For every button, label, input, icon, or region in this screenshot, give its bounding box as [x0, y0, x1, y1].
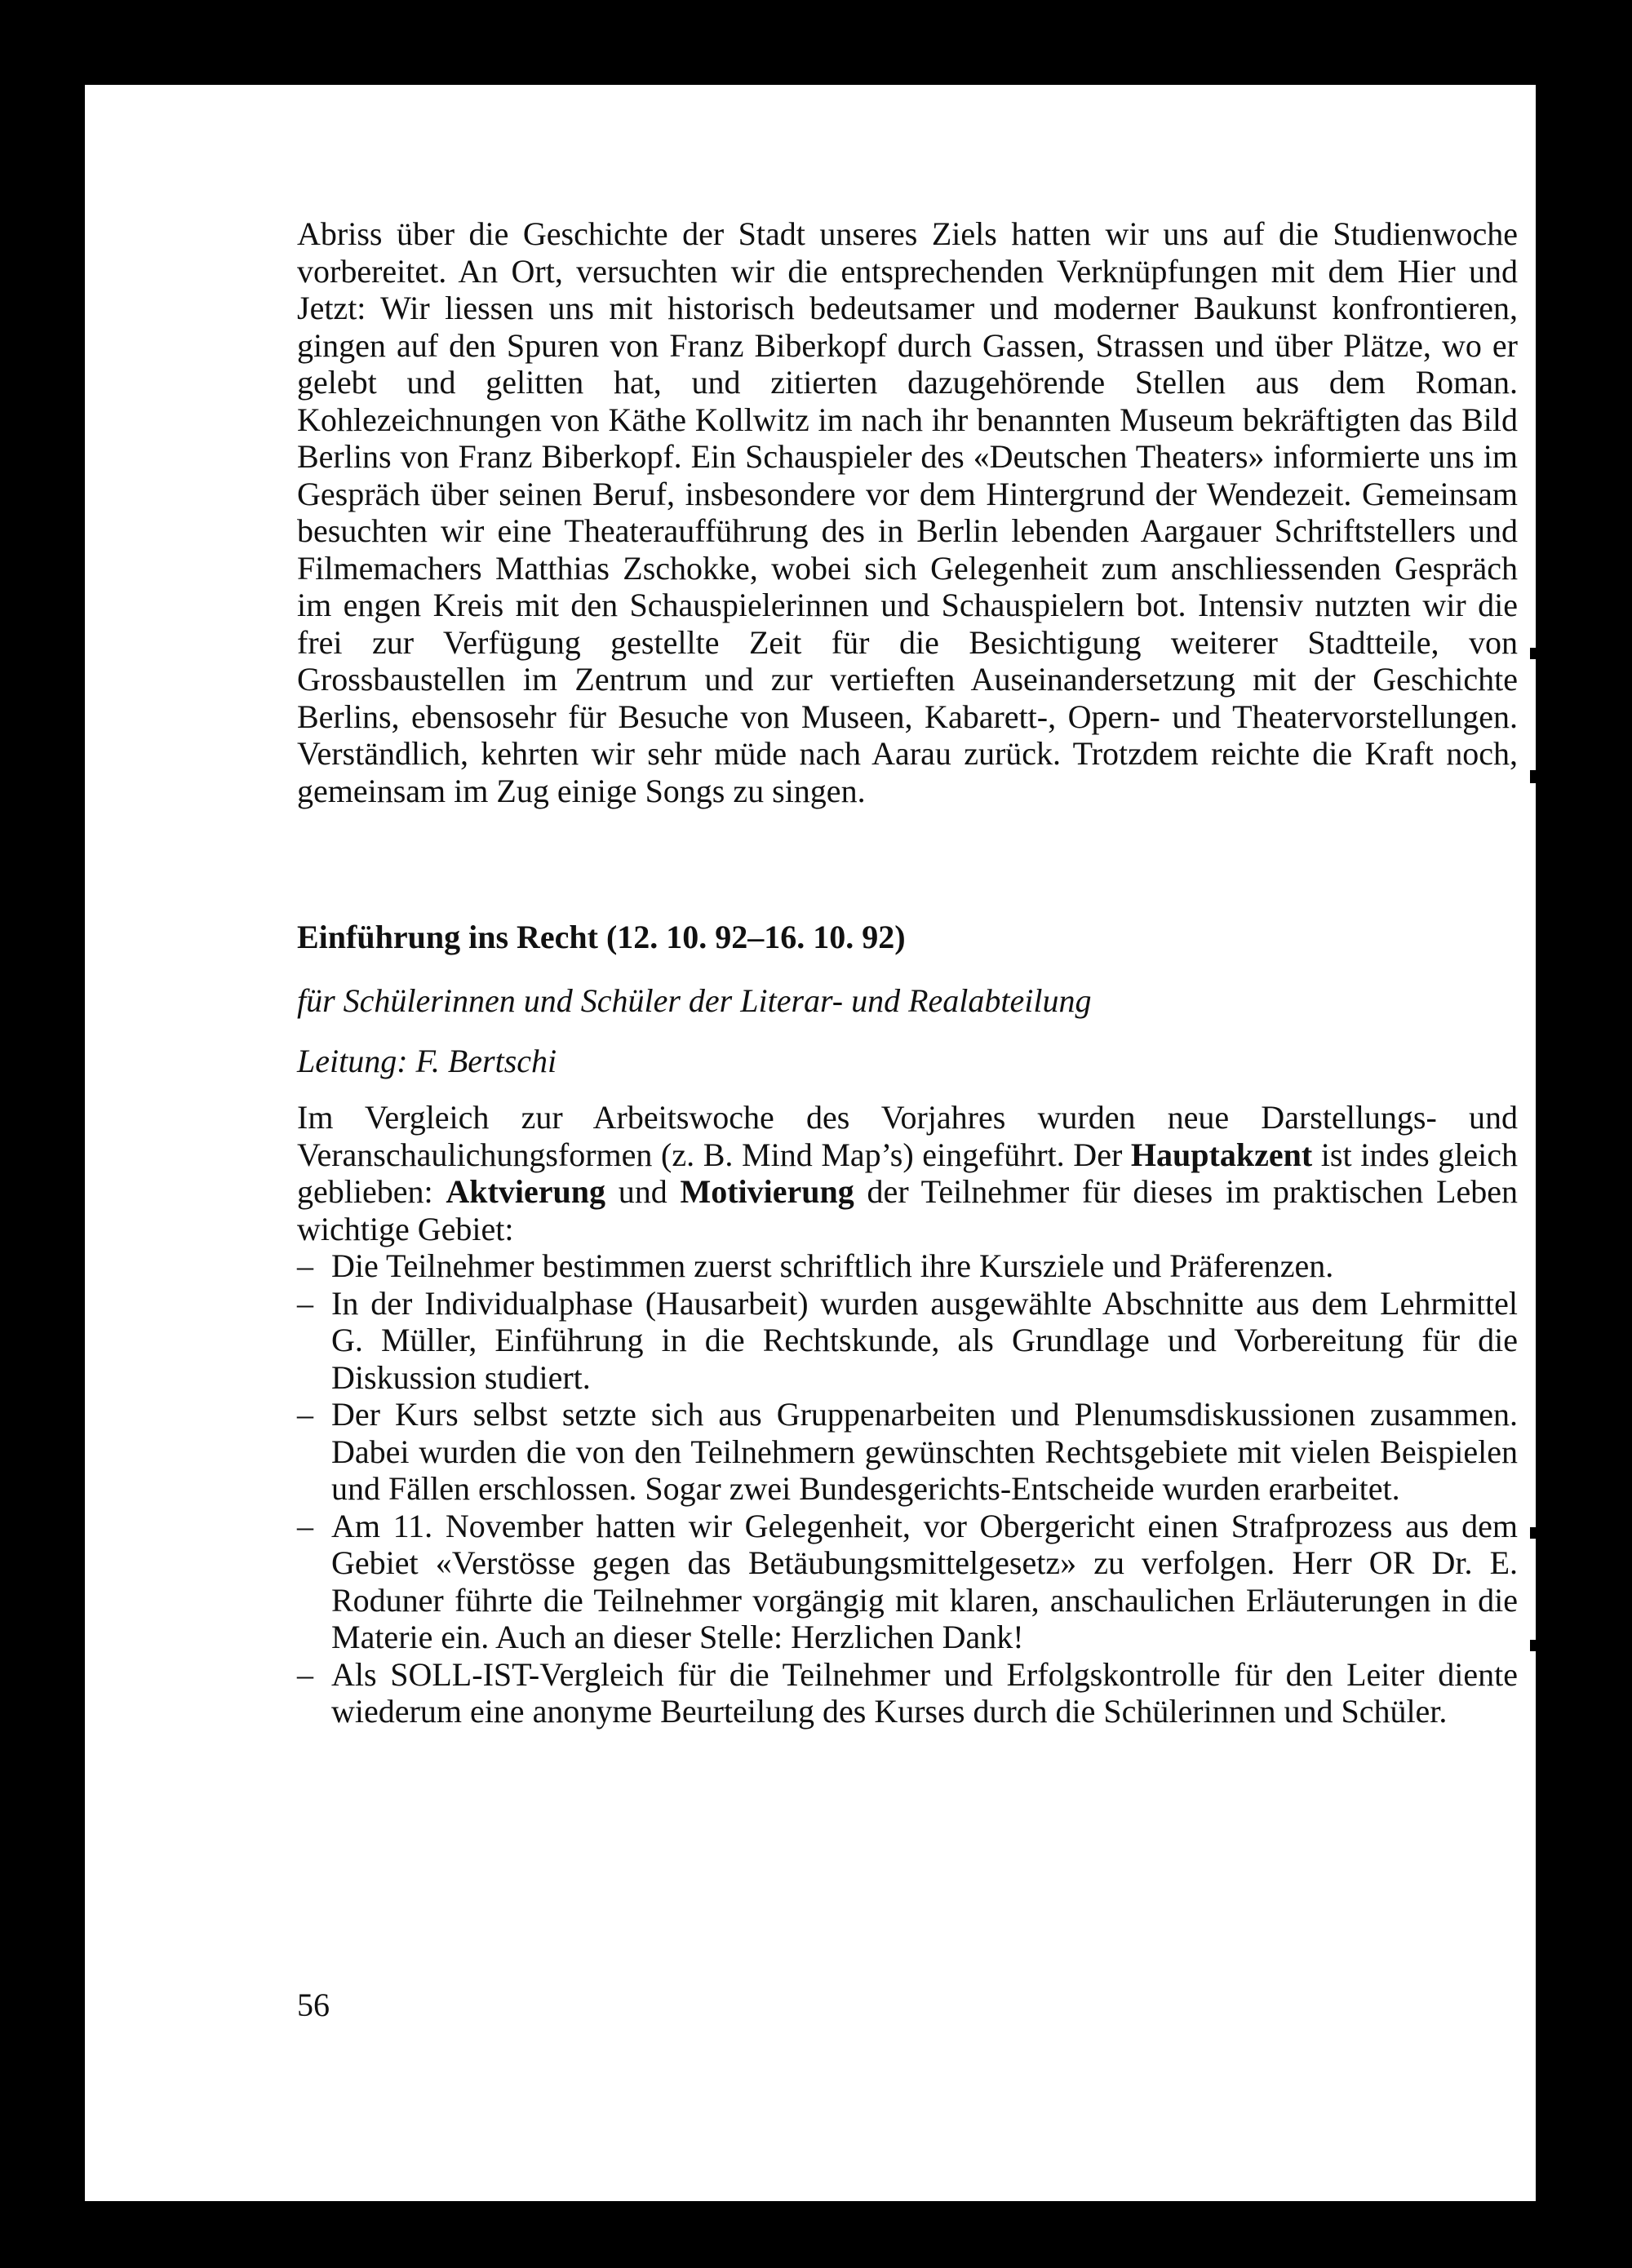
section-body	[297, 1099, 1518, 1247]
section-leitung: Leitung: F. Bertschi	[297, 1042, 557, 1079]
list-dash: –	[297, 1284, 313, 1322]
list-item-text: Als SOLL-IST-Vergleich für die Teilnehmer und Erfolgskontrolle für den Leiter diente wiederum eine anonyme Beurteilung des Kurses durch die Schülerinnen und Schüler.	[331, 1655, 1518, 1730]
list-item-text: Am 11. November hatten wir Gelegenheit, vor Obergericht einen Strafprozess aus dem Gebiet «Verstösse gegen das Betäubungsmittelgesetz» zu verfolgen. Herr OR Dr. E. Roduner führte die Teilnehmer vorgängig mit klaren, anschaulichen Erläuterungen in die Materie ein. Auch an dieser Stelle: Herzlichen Dank!	[331, 1507, 1518, 1655]
list-item	[297, 1396, 1518, 1508]
list-dash: –	[297, 1396, 313, 1433]
list-item	[297, 1285, 1518, 1397]
section-subtitle: für Schülerinnen und Schüler der Literar- und Realabteilung	[297, 982, 1092, 1019]
list-dash: –	[297, 1247, 313, 1284]
section-heading: Einführung ins Recht (12. 10. 92–16. 10. 92)	[297, 919, 906, 955]
list-item-text: Der Kurs selbst setzte sich aus Gruppenarbeiten und Plenumsdiskussionen zusammen. Dabei wurden die von den Teilnehmern gewünschten Rechtsgebiete mit vielen Beispielen und Fällen erschlossen. Sogar zwei Bundesgerichts-Entscheide wurden erarbeitet.	[331, 1396, 1518, 1507]
list-item	[297, 1656, 1518, 1730]
list-item	[297, 1247, 1518, 1285]
edge-mark	[1530, 1527, 1536, 1539]
list-item-text: Die Teilnehmer bestimmen zuerst schriftlich ihre Kursziele und Präferenzen.	[331, 1247, 1334, 1284]
body-bold-aktvierung: Aktvierung	[446, 1173, 605, 1210]
intro-paragraph: Abriss über die Geschichte der Stadt unseres Ziels hatten wir uns auf die Studienwoche vorbereitet. An Ort, versuchten wir die entsprechenden Verknüpfungen mit dem Hier und Jetzt: Wir liessen uns mit historisch bedeutsamer und moderner Baukunst konfrontieren, gingen auf den Spuren von Franz Biberkopf durch Gassen, Strassen und über Plätze, wo er gelebt und gelitten hat, und zitierten dazugehörende Stellen aus dem Roman. Kohlezeichnungen von Käthe Kollwitz im nach ihr benannten Museum bekräftigten das Bild Berlins von Franz Biberkopf. Ein Schauspieler des «Deutschen Theaters» informierte uns im Gespräch über seinen Beruf, insbesondere vor dem Hintergrund der Wendezeit. Gemeinsam besuchten wir eine Theateraufführung des in Berlin lebenden Aargauer Schriftstellers und Filmemachers Matthias Zschokke, wobei sich Gelegenheit zum anschliessenden Gespräch im engen Kreis mit den Schauspielerinnen und Schauspielern bot. Intensiv nutzten wir die frei zur Verfügung gestellte Zeit für die Besichtigung weiterer Stadtteile, von Grossbaustellen im Zentrum und zur vertieften Auseinandersetzung mit der Geschichte Berlins, ebensosehr für Besuche von Museen, Kabarett-, Opern- und Theatervorstellungen. Verständlich, kehrten wir sehr müde nach Aarau zurück. Trotzdem reichte die Kraft noch, gemeinsam im Zug einige Songs zu singen.	[297, 215, 1518, 809]
body-text-1: Im Vergleich zur Arbeitswoche des Vorjahres wurden neue Darstellungs- und Veranschaulichungsformen (z. B. Mind Map’s) eingeführt. Der	[297, 1099, 1518, 1173]
body-text-3: und	[605, 1173, 681, 1210]
list-dash: –	[297, 1655, 313, 1693]
list-item-text: In der Individualphase (Hausarbeit) wurden ausgewählte Abschnitte aus dem Lehrmittel G. Müller, Einführung in die Rechtskunde, als Grundlage und Vorbereitung für die Diskussion studiert.	[331, 1284, 1518, 1396]
body-text-4: der Teilnehmer für dieses im praktischen Leben wichtige Gebiet:	[297, 1173, 1518, 1247]
document-page	[85, 85, 1536, 2201]
section-list	[297, 1247, 1518, 1730]
body-text-2: ist indes gleich geblieben:	[297, 1136, 1519, 1210]
list-dash: –	[297, 1507, 313, 1544]
edge-mark	[1530, 1640, 1536, 1651]
page-number: 56	[297, 1987, 330, 2023]
body-bold-motivierung: Motivierung	[680, 1173, 854, 1210]
list-item	[297, 1508, 1518, 1656]
body-bold-hauptakzent: Hauptakzent	[1130, 1136, 1313, 1173]
edge-mark	[1530, 648, 1536, 659]
page-content	[297, 215, 1518, 1730]
edge-mark	[1530, 770, 1536, 783]
